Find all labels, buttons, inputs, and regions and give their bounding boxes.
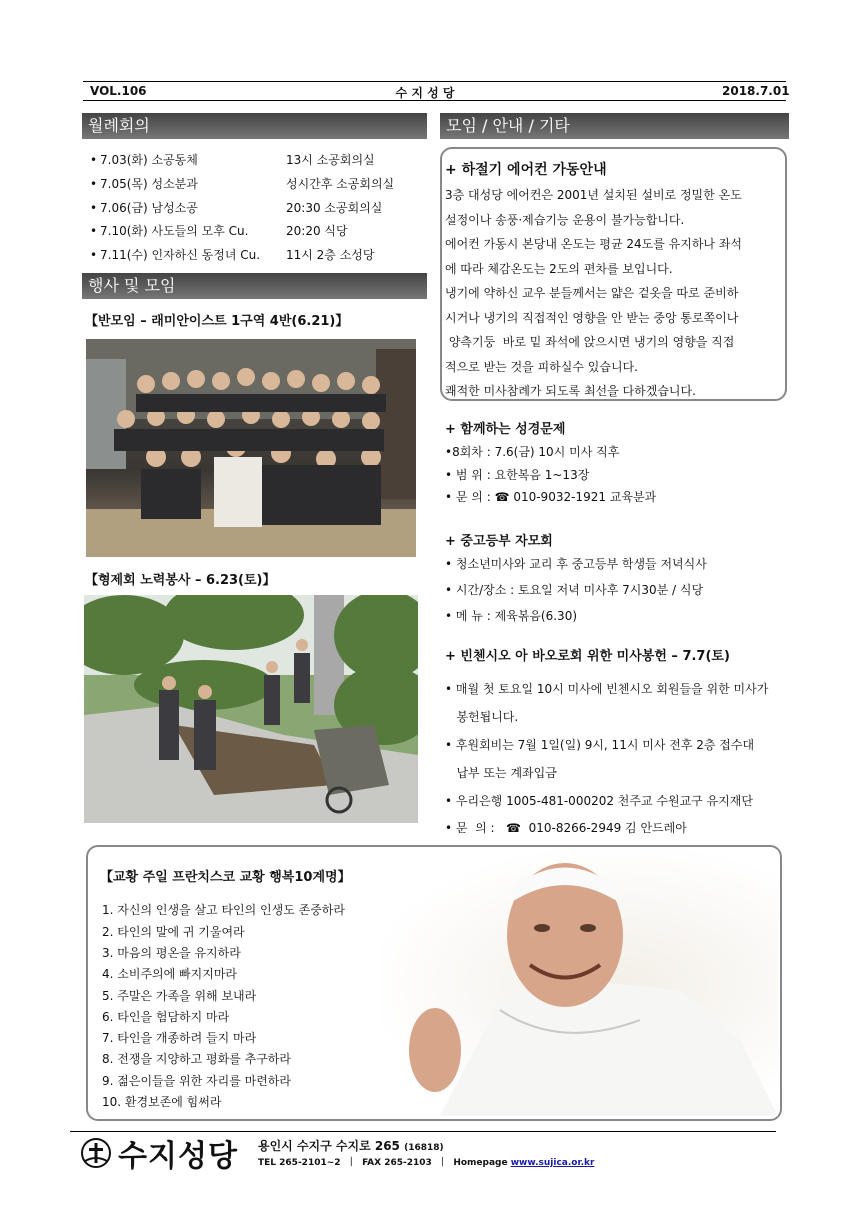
photo-caption-volunteer: 【형제회 노력봉사 – 6.23(토)】 [85, 573, 276, 588]
youth-parents-title: + 중고등부 자모회 [445, 534, 553, 549]
list-item: • 청소년미사와 교리 후 중고등부 학생들 저녁식사 [445, 557, 707, 571]
list-item: 1. 자신의 인생을 살고 타인의 인생도 존중하라 [102, 903, 345, 917]
pope-commandments-title: 【교황 주일 프란치스코 교황 행복10계명】 [100, 870, 351, 885]
header-top-rule [83, 81, 786, 82]
header-bottom-rule [83, 100, 786, 101]
church-logo-icon [80, 1137, 112, 1169]
list-item: 6. 타인을 험담하지 마라 [102, 1010, 230, 1024]
pope-portrait-illustration [380, 850, 778, 1116]
bulletin-title: 수 지 성 당 [395, 86, 455, 100]
list-item: • 문 의 : ☎ 010-9032-1921 교육분과 [445, 490, 657, 504]
aircon-notice-title: + 하절기 에어컨 가동안내 [445, 162, 607, 178]
list-item: •8회차 : 7.6(금) 10시 미사 직후 [445, 445, 620, 459]
group-meeting-photo [86, 339, 416, 557]
volume-number: VOL.106 [90, 84, 147, 98]
church-name-logo: 수지성당 [118, 1139, 238, 1174]
bible-quiz-title: + 함께하는 성경문제 [445, 422, 566, 437]
list-item: • 후원회비는 7월 1일(일) 9시, 11시 미사 전후 2층 접수대 [445, 738, 755, 752]
bulletin-date: 2018.7.01 [722, 84, 790, 98]
church-contact: TEL 265-2101~2 ｜ FAX 265-2103 ｜ Homepage www.sujica.or.kr [258, 1158, 595, 1168]
list-item: 3. 마음의 평온을 유지하라 [102, 946, 241, 960]
list-item: 봉헌됩니다. [445, 710, 519, 724]
monthly-meeting-heading: 월례회의 [82, 113, 427, 139]
homepage-link[interactable]: www.sujica.or.kr [510, 1158, 595, 1168]
list-item: • 우리은행 1005-481-000202 천주교 수원교구 유지재단 [445, 794, 753, 808]
group-photo-illustration [86, 339, 416, 557]
list-item: 4. 소비주의에 빠지지마라 [102, 967, 237, 981]
events-heading: 행사 및 모임 [82, 273, 427, 299]
pope-portrait [380, 850, 778, 1116]
list-item: • 매월 첫 토요일 10시 미사에 빈첸시오 회원들을 위한 미사가 [445, 682, 769, 696]
volunteer-photo-illustration [84, 595, 418, 823]
aircon-notice-body: 3층 대성당 에어컨은 2001년 설치된 설비로 정밀한 온도 설정이나 송풍·제습기능 운용이 불가능합니다. 에어컨 가동시 본당내 온도는 평균 24도를 유지하나 좌석 에 따라 체감온도는 2도의 편차를 보입니다. 냉기에 약하신 교우 분들께서는 얇은 겉옷을 따로 준비하 시거나 냉기의 직접적인 영향을 안 받는 중앙 통로쪽이나 양측기둥 바로 밑 좌석에 앉으시면 냉기의 영향을 직접 적으로 받는 것을 피하실수 있습니다. 쾌적한 미사참례가 되도록 최선을 다하겠습니다. [445, 188, 742, 398]
list-item: • 시간/장소 : 토요일 저녁 미사후 7시30분 / 식당 [445, 583, 704, 597]
list-item: • 범 위 : 요한복음 1~13장 [445, 468, 590, 482]
list-item: • 문 의 : ☎ 010-8266-2949 김 안드레아 [445, 821, 687, 835]
list-item: 납부 또는 계좌입금 [445, 766, 557, 780]
list-item: 7. 타인을 개종하려 들지 마라 [102, 1031, 257, 1045]
vincent-mass-title: + 빈첸시오 아 바오로회 위한 미사봉헌 – 7.7(토) [445, 649, 730, 664]
list-item: 2. 타인의 말에 귀 기울여라 [102, 925, 245, 939]
photo-caption-group-meeting: 【반모임 – 래미안이스트 1구역 4반(6.21)】 [85, 314, 349, 329]
list-item: • 메 뉴 : 제육볶음(6.30) [445, 609, 578, 623]
list-item: 9. 젊은이들을 위한 자리를 마련하라 [102, 1074, 291, 1088]
church-address: 용인시 수지구 수지로 265 (16818) [258, 1139, 444, 1153]
volunteer-work-photo [84, 595, 418, 823]
list-item: 10. 환경보존에 힘써라 [102, 1095, 222, 1109]
list-item: 8. 전쟁을 지양하고 평화를 추구하라 [102, 1052, 291, 1066]
list-item: 5. 주말은 가족을 위해 보내라 [102, 989, 257, 1003]
notice-heading: 모임 / 안내 / 기타 [440, 113, 789, 139]
